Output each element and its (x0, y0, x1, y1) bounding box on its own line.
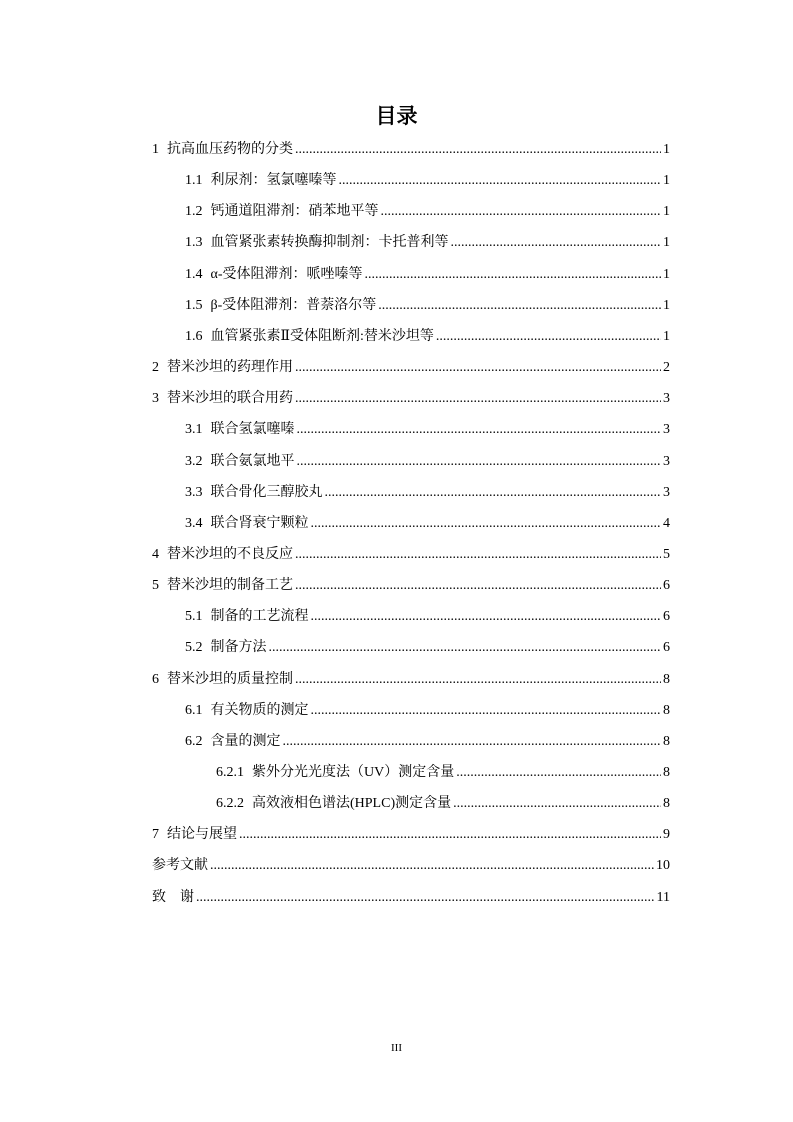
toc-entry-label: 制备的工艺流程 (210, 609, 309, 625)
toc-dot-leader (283, 732, 662, 752)
toc-entry-number: 5 (152, 578, 159, 594)
toc-dot-leader (295, 140, 661, 160)
toc-entry-title (185, 452, 295, 472)
toc-dot-leader (196, 888, 655, 908)
toc-dot-leader (365, 265, 662, 285)
toc-dot-leader (210, 856, 654, 876)
toc-entry-page: 8 (663, 796, 670, 812)
toc-entry[interactable] (152, 888, 670, 908)
toc-entry[interactable] (216, 763, 670, 783)
toc-entry-title (185, 202, 379, 222)
toc-entry-label: 高效液相色谱法(HPLC)测定含量 (252, 796, 452, 812)
toc-entry[interactable] (152, 670, 670, 690)
toc-dot-leader (295, 545, 661, 565)
toc-entry-label: 制备方法 (210, 640, 267, 656)
toc-entry-page: 2 (663, 360, 670, 376)
toc-entry[interactable] (152, 358, 670, 378)
toc-entry-label: 利尿剂：氢氯噻嗪等 (210, 173, 337, 189)
toc-entry-number: 1.5 (185, 297, 203, 313)
toc-entry-title (152, 140, 293, 160)
toc-entry-number: 2 (152, 360, 159, 376)
toc-entry-label: 钙通道阻滞剂：硝苯地平等 (210, 204, 379, 220)
toc-entry-page: 3 (663, 422, 670, 438)
toc-entry[interactable] (152, 856, 670, 876)
toc-entry[interactable] (185, 420, 670, 440)
toc-entry-title (185, 265, 363, 285)
toc-dot-leader (453, 794, 661, 814)
toc-entry-label: 致 谢 (152, 889, 194, 905)
toc-entry-page: 4 (663, 515, 670, 531)
toc-entry-number: 6.1 (185, 702, 203, 718)
toc-entry-title (185, 420, 295, 440)
toc-entry-label: 结论与展望 (167, 827, 237, 843)
toc-entry-label: α-受体阻滞剂：哌唑嗪等 (210, 266, 363, 282)
toc-entry-number: 6 (152, 671, 159, 687)
toc-entry-title (185, 638, 267, 658)
toc-entry-page: 1 (663, 142, 670, 157)
toc-entry-title (152, 670, 293, 690)
toc-entry-page: 6 (663, 640, 670, 656)
toc-entry-page: 1 (663, 297, 670, 313)
toc-entry-label: 紫外分光光度法（UV）测定含量 (252, 765, 455, 780)
toc-entry[interactable] (185, 638, 670, 658)
toc-entry-page: 1 (663, 235, 670, 251)
toc-entry-page: 1 (663, 328, 670, 344)
toc-entry-label: 含量的测定 (210, 733, 281, 749)
toc-dot-leader (297, 452, 662, 472)
toc-dot-leader (339, 171, 662, 191)
toc-entry[interactable] (185, 732, 670, 752)
toc-entry-label: 参考文献 (152, 858, 208, 874)
toc-entry-number: 3.2 (185, 453, 203, 469)
toc-entry[interactable] (185, 483, 670, 503)
toc-entry-number: 6.2.2 (216, 796, 244, 812)
page-title: 目录 (375, 104, 418, 128)
toc-entry-title (216, 763, 454, 783)
toc-entry-number: 1.6 (185, 328, 203, 344)
toc-entry-title (216, 794, 451, 814)
toc-entry-label: 联合氢氯噻嗪 (210, 422, 295, 438)
toc-entry-page: 6 (663, 609, 670, 625)
toc-entry-title (185, 732, 281, 752)
toc-entry-number: 1 (152, 142, 159, 157)
toc-entry-page: 1 (663, 266, 670, 282)
toc-entry-page: 1 (663, 173, 670, 189)
toc-entry[interactable] (185, 171, 670, 191)
toc-entry-page: 5 (663, 546, 670, 562)
toc-entry-label: 血管紧张素转换酶抑制剂：卡托普利等 (210, 235, 449, 251)
toc-entry-label: 替米沙坦的不良反应 (167, 546, 293, 562)
toc-entry-page: 1 (663, 204, 670, 220)
toc-entry-title (185, 607, 309, 627)
toc-dot-leader (239, 825, 661, 845)
toc-entry[interactable] (152, 576, 670, 596)
toc-entry-number: 6.2 (185, 733, 203, 749)
toc-dot-leader (297, 420, 662, 440)
toc-entry-number: 1.3 (185, 235, 203, 251)
toc-dot-leader (325, 483, 662, 503)
toc-entry-label: 血管紧张素Ⅱ受体阻断剂:替米沙坦等 (210, 328, 434, 344)
toc-entry-number: 7 (152, 827, 159, 843)
toc-entry-title (152, 825, 237, 845)
toc-entry-label: 联合肾衰宁颗粒 (210, 515, 309, 531)
toc-dot-leader (311, 607, 662, 627)
toc-entry-title (185, 233, 449, 253)
toc-entry[interactable] (185, 233, 670, 253)
toc-entry-title (185, 701, 309, 721)
toc-entry-title (185, 514, 309, 534)
toc-dot-leader (295, 576, 661, 596)
toc-entry[interactable] (185, 265, 670, 285)
toc-dot-leader (311, 701, 662, 721)
toc-entry-title (185, 296, 376, 316)
toc-entry-page: 10 (656, 858, 670, 874)
toc-entry[interactable] (216, 794, 670, 814)
toc-entry[interactable] (152, 140, 670, 160)
toc-entry-label: 抗高血压药物的分类 (167, 142, 293, 157)
toc-entry-title (152, 389, 293, 409)
toc-dot-leader (295, 670, 661, 690)
toc-entry-label: 替米沙坦的质量控制 (167, 671, 293, 687)
toc-entry-number: 5.1 (185, 609, 203, 625)
toc-entry-number: 5.2 (185, 640, 203, 656)
toc-entry-page: 8 (663, 671, 670, 687)
toc-dot-leader (381, 202, 662, 222)
toc-entry-number: 4 (152, 546, 159, 562)
toc-entry-page: 3 (663, 391, 670, 407)
toc-entry-label: 替米沙坦的药理作用 (167, 360, 293, 376)
toc-entry-number: 3 (152, 391, 159, 407)
toc-dot-leader (295, 389, 661, 409)
toc-entry-title (152, 888, 194, 908)
toc-entry[interactable] (185, 327, 670, 347)
toc-entry-page: 6 (663, 578, 670, 594)
toc-entry-title (185, 483, 323, 503)
toc-entry-label: 替米沙坦的制备工艺 (167, 578, 293, 594)
page-number: III (391, 1042, 402, 1054)
toc-entry[interactable] (152, 825, 670, 845)
toc-entry-title (152, 856, 208, 876)
toc-entry-number: 1.2 (185, 204, 203, 220)
toc-entry-title (152, 358, 293, 378)
toc-entry-number: 3.3 (185, 484, 203, 500)
toc-entry[interactable] (185, 296, 670, 316)
toc-entry[interactable] (185, 701, 670, 721)
toc-entry-label: β-受体阻滞剂：普萘洛尔等 (210, 297, 377, 313)
toc-entry-number: 3.1 (185, 422, 203, 438)
toc-entry-label: 替米沙坦的联合用药 (167, 391, 293, 407)
toc-entry-page: 8 (663, 733, 670, 749)
toc-entry[interactable] (152, 389, 670, 409)
toc-entry-title (185, 171, 337, 191)
toc-dot-leader (451, 233, 662, 253)
toc-entry-page: 9 (663, 827, 670, 843)
toc-entry-title (152, 576, 293, 596)
toc-entry[interactable] (185, 514, 670, 534)
toc-entry-title (152, 545, 293, 565)
toc-entry-number: 6.2.1 (216, 765, 244, 780)
toc-entry[interactable] (185, 452, 670, 472)
toc-dot-leader (269, 638, 662, 658)
toc-dot-leader (295, 358, 661, 378)
toc-entry-number: 1.4 (185, 266, 203, 282)
toc-entry-label: 联合骨化三醇胶丸 (210, 484, 323, 500)
toc-entry[interactable] (185, 607, 670, 627)
toc-dot-leader (311, 514, 662, 534)
toc-entry-page: 11 (656, 889, 670, 905)
toc-entry-label: 有关物质的测定 (210, 702, 309, 718)
toc-entry-label: 联合氨氯地平 (210, 453, 295, 469)
toc-entry-page: 3 (663, 484, 670, 500)
toc-entry-page: 8 (663, 765, 670, 780)
toc-entry[interactable] (152, 545, 670, 565)
toc-dot-leader (378, 296, 661, 316)
toc-dot-leader (436, 327, 661, 347)
toc-entry-page: 3 (663, 453, 670, 469)
toc-entry[interactable] (185, 202, 670, 222)
toc-entry-page: 8 (663, 702, 670, 718)
toc-dot-leader (456, 763, 661, 783)
toc-entry-number: 1.1 (185, 173, 203, 189)
toc-entry-title (185, 327, 434, 347)
toc-entry-number: 3.4 (185, 515, 203, 531)
